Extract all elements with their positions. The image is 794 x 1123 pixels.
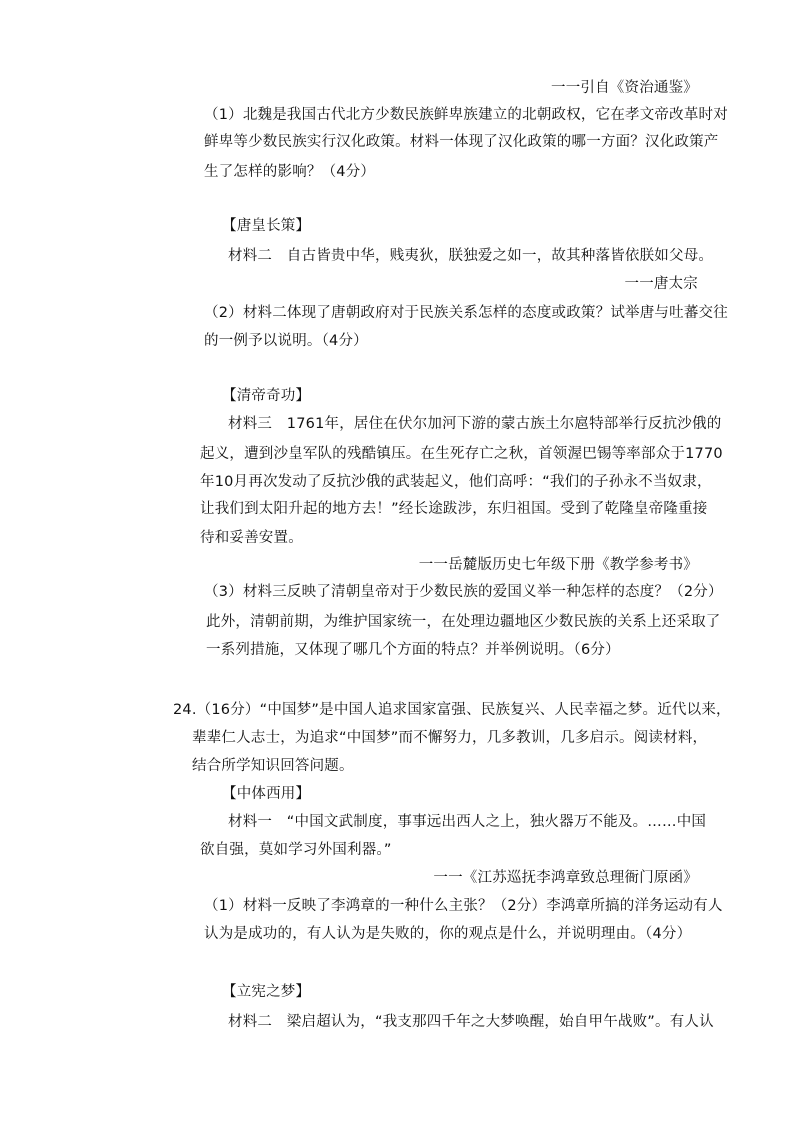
heading-constitutional-dream: 【立宪之梦】 bbox=[222, 984, 311, 1000]
question-1-line-1: （1）北魏是我国古代北方少数民族鲜卑族建立的北朝政权，它在孝文帝改革时对 bbox=[204, 107, 728, 123]
question-2-line-2: 的一例予以说明。（4分） bbox=[204, 333, 368, 349]
question-1-line-3: 生了怎样的影响？（4分） bbox=[204, 164, 376, 180]
material-24-1-line-1: 材料一 “中国文武制度，事事远出西人之上，独火器万不能及。……中国 bbox=[228, 814, 707, 830]
heading-tang-emperor-policy: 【唐皇长策】 bbox=[222, 218, 311, 234]
question-24-intro-line-3: 结合所学知识回答问题。 bbox=[192, 758, 354, 774]
material-3-line-3: 年10月再次发动了反抗沙俄的武装起义，他们高呼：“我们的子孙永不当奴隶， bbox=[200, 474, 712, 490]
material-3-line-4: 让我们到太阳升起的地方去！”经长途跋涉，东归祖国。受到了乾隆皇帝隆重接 bbox=[200, 501, 708, 517]
source-teaching-reference: 一一岳麓版历史七年级下册《教学参考书》 bbox=[418, 557, 698, 573]
question-24-intro-line-1: 24.（16分）“中国梦”是中国人追求国家富强、民族复兴、人民幸福之梦。近代以来， bbox=[173, 702, 731, 718]
heading-chinese-learning-western-use: 【中体西用】 bbox=[222, 786, 311, 802]
material-24-1-line-2: 欲自强，莫如学习外国利器。” bbox=[200, 842, 392, 858]
question-1-line-2: 鲜卑等少数民族实行汉化政策。材料一体现了汉化政策的哪一方面？汉化政策产 bbox=[204, 134, 719, 150]
material-3-line-2: 起义，遭到沙皇军队的残酷镇压。在生死存亡之秋，首领渥巴锡等率部众于1770 bbox=[200, 446, 723, 462]
question-2-line-1: （2）材料二体现了唐朝政府对于民族关系怎样的态度或政策？试举唐与吐蕃交往 bbox=[204, 305, 728, 321]
question-3-line-3: 一系列措施，又体现了哪几个方面的特点？并举例说明。（6分） bbox=[206, 642, 620, 658]
question-24-1-line-1: （1）材料一反映了李鸿章的一种什么主张？（2分）李鸿章所搞的洋务运动有人 bbox=[204, 898, 723, 914]
material-24-2-line-1: 材料二 梁启超认为，“我支那四千年之大梦唤醒，始自甲午战败”。有人认 bbox=[228, 1014, 714, 1030]
source-tang-taizong: 一一唐太宗 bbox=[624, 276, 698, 292]
question-3-line-2: 此外，清朝前期，为维护国家统一，在处理边疆地区少数民族的关系上还采取了 bbox=[206, 614, 721, 630]
material-3-line-5: 待和妥善安置。 bbox=[200, 530, 303, 546]
source-li-hongzhang-letter: 一一《江苏巡抚李鸿章致总理衙门原函》 bbox=[433, 870, 698, 886]
question-3-line-1: （3）材料三反映了清朝皇帝对于少数民族的爱国义举一种怎样的态度？（2分） bbox=[204, 584, 723, 600]
heading-qing-emperor-feat: 【清帝奇功】 bbox=[222, 388, 311, 404]
question-24-intro-line-2: 辈辈仁人志士，为追求“中国梦”而不懈努力，几多教训，几多启示。阅读材料， bbox=[192, 730, 708, 746]
question-24-1-line-2: 认为是成功的，有人认为是失败的，你的观点是什么，并说明理由。（4分） bbox=[204, 926, 692, 942]
material-3-line-1: 材料三 1761年，居住在伏尔加河下游的蒙古族土尔扈特部举行反抗沙俄的 bbox=[228, 416, 722, 432]
source-zizhi-tongjian: 一一引自《资治通鉴》 bbox=[551, 80, 698, 96]
material-2: 材料二 自古皆贵中华，贱夷狄，朕独爱之如一，故其种落皆依朕如父母。 bbox=[228, 248, 714, 264]
